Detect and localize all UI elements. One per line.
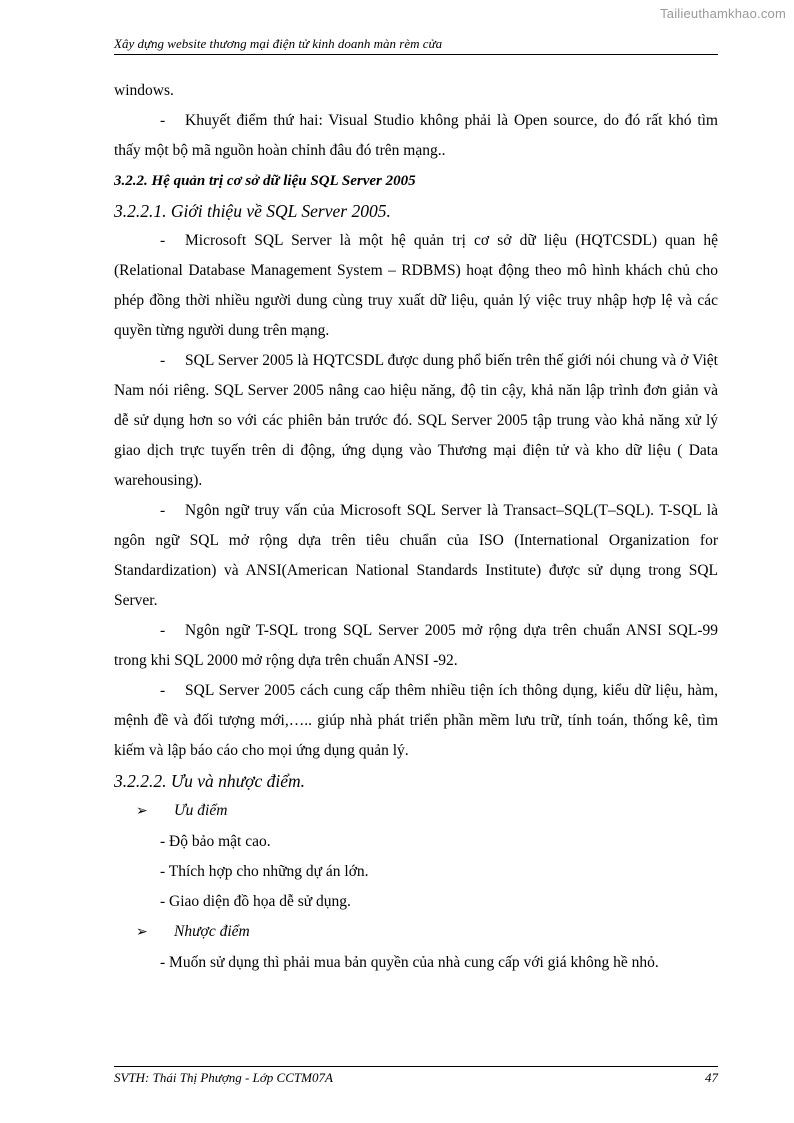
section-heading: 3.2.2. Hệ quản trị cơ sở dữ liệu SQL Server 2005	[114, 173, 416, 189]
subsection-heading: 3.2.2.1. Giới thiệu về SQL Server 2005.	[114, 201, 391, 221]
paragraph: windows.	[114, 82, 174, 99]
dash-marker: -	[160, 622, 166, 639]
dash-marker: -	[160, 232, 166, 249]
paragraph-text: Khuyết điểm thứ hai: Visual Studio không phải là Open source, do đó rất khó tìm thấy một bộ mã nguồn hoàn chỉnh đâu đó trên mạng..	[114, 112, 718, 159]
paragraph	[114, 496, 718, 616]
disadvantages-label: Nhược điểm	[174, 923, 250, 940]
paragraph	[114, 106, 718, 166]
list-item: - Muốn sử dụng thì phải mua bản quyền của nhà cung cấp với giá không hề nhỏ.	[160, 954, 659, 971]
list-item: - Thích hợp cho những dự án lớn.	[160, 863, 369, 880]
dash-marker: -	[160, 682, 166, 699]
advantages-label: Ưu điểm	[174, 802, 228, 819]
dash-marker: -	[160, 352, 166, 369]
disadvantages-heading	[114, 917, 718, 948]
dash-marker: -	[160, 502, 166, 519]
arrow-bullet-icon: ➢	[136, 804, 148, 819]
paragraph-text: Microsoft SQL Server là một hệ quản trị cơ sở dữ liệu (HQTCSDL) quan hệ (Relational Database Management System – RDBMS) hoạt động theo mô hình khách chủ cho phép đồng thời nhiều người dung cùng truy xuất dữ liệu, quản lý việc truy nhập hợp lệ và các quyền từng người dung trên mạng.	[114, 232, 718, 339]
paragraph-text: Ngôn ngữ T-SQL trong SQL Server 2005 mở rộng dựa trên chuẩn ANSI SQL-99 trong khi SQL 2000 mở rộng dựa trên chuẩn ANSI -92.	[114, 622, 718, 669]
paragraph-text: Ngôn ngữ truy vấn của Microsoft SQL Server là Transact–SQL(T–SQL). T-SQL là ngôn ngữ SQL mở rộng dựa trên tiêu chuẩn của ISO (International Organization for Standardization) và ANSI(American National Standards Institute) được sử dụng trong SQL Server.	[114, 502, 718, 609]
document-body	[114, 76, 718, 978]
paragraph-text: SQL Server 2005 là HQTCSDL được dung phổ biến trên thế giới nói chung và ở Việt Nam nói riêng. SQL Server 2005 nâng cao hiệu năng, độ tin cậy, khả năn lập trình đơn giản và dễ sử dụng hơn so với các phiên bản trước đó. SQL Server 2005 tập trung vào khả năng xử lý giao dịch trực tuyến trên di động, ứng dụng vào Thương mại điện tử và kho dữ liệu ( Data warehousing).	[114, 352, 718, 489]
page-footer	[114, 1066, 718, 1086]
advantages-heading	[114, 796, 718, 827]
dash-marker: -	[160, 112, 166, 129]
subsection-heading: 3.2.2.2. Ưu và nhược điểm.	[114, 771, 306, 791]
paragraph	[114, 346, 718, 496]
list-item: - Độ bảo mật cao.	[160, 833, 271, 850]
arrow-bullet-icon: ➢	[136, 925, 148, 940]
paragraph	[114, 676, 718, 766]
footer-author: SVTH: Thái Thị Phượng - Lớp CCTM07A	[114, 1070, 333, 1085]
page-number: 47	[705, 1070, 718, 1085]
watermark: Tailieuthamkhao.com	[660, 6, 786, 21]
page-header: Xây dựng website thương mại điện tử kinh doanh màn rèm cửa	[114, 36, 718, 55]
paragraph-text: SQL Server 2005 cách cung cấp thêm nhiều tiện ích thông dụng, kiểu dữ liệu, hàm, mệnh đề và đối tượng mới,….. giúp nhà phát triển phần mềm lưu trữ, tính toán, thống kê, tìm kiếm và lập báo cáo cho mọi ứng dụng quản lý.	[114, 682, 718, 759]
paragraph	[114, 226, 718, 346]
paragraph	[114, 616, 718, 676]
list-item: - Giao diện đồ họa dễ sử dụng.	[160, 893, 351, 910]
